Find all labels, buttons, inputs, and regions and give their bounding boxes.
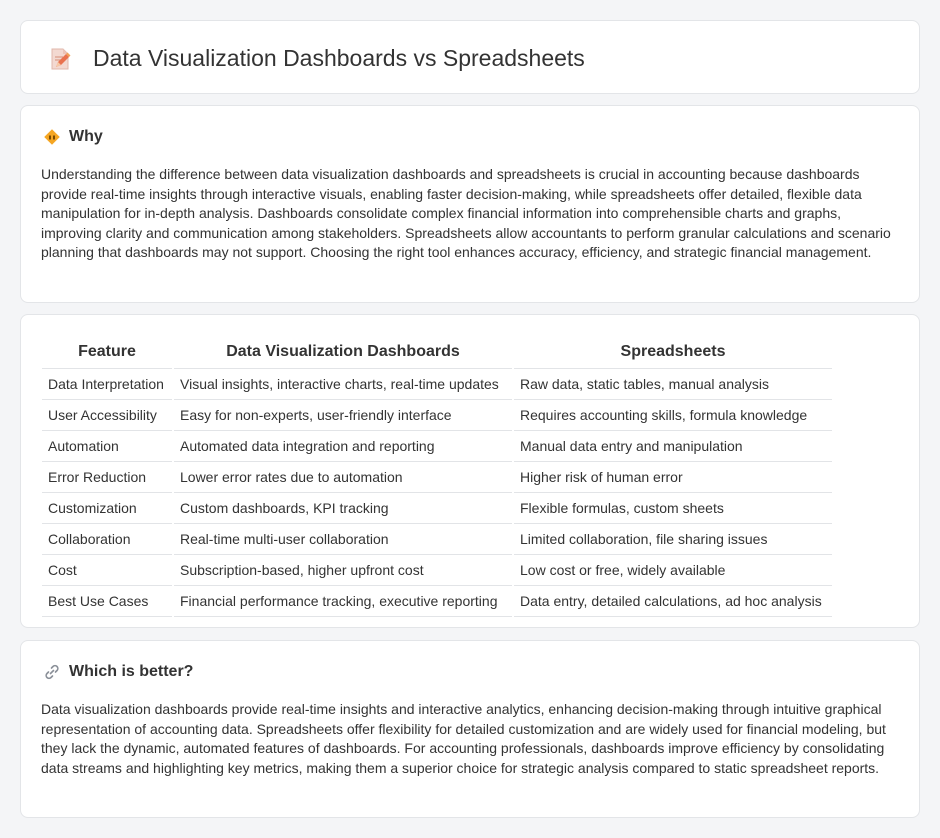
title-row [47, 45, 585, 72]
cell-feature: Best Use Cases [42, 585, 172, 616]
diamond-sign-icon [43, 128, 61, 146]
why-heading: Why [69, 128, 103, 145]
title-card [20, 20, 920, 94]
table-header-row [42, 337, 832, 368]
table-row [42, 585, 832, 616]
table-row [42, 492, 832, 523]
page-title: Data Visualization Dashboards vs Spreadsheets [93, 45, 585, 71]
table-row [42, 461, 832, 492]
cell-dashboards: Custom dashboards, KPI tracking [174, 492, 512, 523]
document-edit-icon [47, 46, 73, 72]
header-dashboards: Data Visualization Dashboards [174, 337, 512, 368]
comparison-card [20, 314, 920, 628]
better-heading: Which is better? [69, 663, 194, 680]
better-text: Data visualization dashboards provide real-time insights and interactive analytics, enhancing decision-making through intuitive graphical representation of accounting data. Spreadsheets offer flexibility for detailed customization and are widely used for financial modeling, but they lack the dynamic, automated features of dashboards. For accounting professionals, dashboards improve efficiency by consolidating data streams and highlighting key metrics, making them a superior choice for strategic analysis compared to static spreadsheet reports. [41, 701, 886, 776]
cell-spreadsheets: Requires accounting skills, formula knowledge [514, 399, 832, 430]
cell-spreadsheets: Higher risk of human error [514, 461, 832, 492]
header-feature: Feature [42, 337, 172, 368]
cell-dashboards: Automated data integration and reporting [174, 430, 512, 461]
better-card [20, 640, 920, 818]
cell-spreadsheets: Flexible formulas, custom sheets [514, 492, 832, 523]
cell-feature: Collaboration [42, 523, 172, 554]
table-row [42, 554, 832, 585]
header-spreadsheets: Spreadsheets [514, 337, 832, 368]
cell-spreadsheets: Data entry, detailed calculations, ad hoc analysis [514, 585, 832, 616]
cell-feature: Data Interpretation [42, 368, 172, 399]
cell-dashboards: Visual insights, interactive charts, real-time updates [174, 368, 512, 399]
cell-spreadsheets: Manual data entry and manipulation [514, 430, 832, 461]
cell-spreadsheets: Limited collaboration, file sharing issues [514, 523, 832, 554]
table-row [42, 523, 832, 554]
cell-feature: User Accessibility [42, 399, 172, 430]
why-text: Understanding the difference between data visualization dashboards and spreadsheets is crucial in accounting because dashboards provide real-time insights through interactive visuals, enabling faster decision-making, while spreadsheets offer detailed, flexible data manipulation for in-depth analysis. Dashboards consolidate complex financial information into comprehensible charts and graphs, improving clarity and communication among stakeholders. Spreadsheets allow accountants to perform granular calculations and scenario planning that dashboards may not support. Choosing the right tool enhances accuracy, efficiency, and strategic financial management. [41, 166, 891, 260]
cell-dashboards: Subscription-based, higher upfront cost [174, 554, 512, 585]
cell-feature: Cost [42, 554, 172, 585]
why-card [20, 105, 920, 303]
cell-dashboards: Easy for non-experts, user-friendly interface [174, 399, 512, 430]
cell-feature: Error Reduction [42, 461, 172, 492]
link-icon [43, 663, 61, 681]
cell-spreadsheets: Low cost or free, widely available [514, 554, 832, 585]
table-row [42, 368, 832, 399]
cell-spreadsheets: Raw data, static tables, manual analysis [514, 368, 832, 399]
comparison-table [42, 337, 832, 617]
cell-dashboards: Financial performance tracking, executive reporting [174, 585, 512, 616]
table-row [42, 430, 832, 461]
cell-feature: Customization [42, 492, 172, 523]
why-heading-row [43, 128, 103, 146]
cell-feature: Automation [42, 430, 172, 461]
cell-dashboards: Lower error rates due to automation [174, 461, 512, 492]
cell-dashboards: Real-time multi-user collaboration [174, 523, 512, 554]
table-row [42, 399, 832, 430]
better-heading-row [43, 663, 193, 681]
